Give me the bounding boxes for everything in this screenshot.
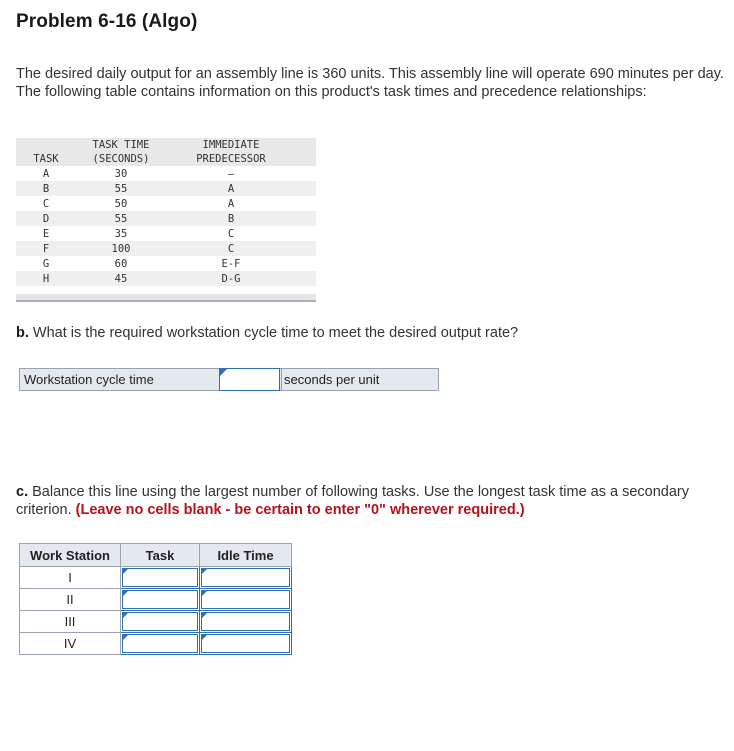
input-marker-icon (122, 568, 129, 575)
idle-time-input[interactable] (200, 611, 292, 633)
table-row: D 55 B (16, 211, 316, 226)
table-row (20, 633, 292, 655)
table-row: A 30 – (42, 167, 235, 180)
header-idle-time: Idle Time (200, 544, 292, 567)
table-row (20, 589, 292, 611)
idle-time-input[interactable] (200, 589, 292, 611)
work-station-table (19, 543, 292, 655)
question-c: c. Balance this line using the largest number of following tasks. Use the longest task time as a secondary criterion. (Leave no cells blank - be certain to enter "0" wherever required.) (16, 484, 690, 518)
idle-time-input[interactable] (200, 567, 292, 589)
input-marker-icon (220, 369, 227, 376)
header-task: Task (121, 544, 200, 567)
table-row (20, 567, 292, 589)
question-b: b. What is the required workstation cycle time to meet the desired output rate? (16, 325, 519, 341)
cycle-time-unit: seconds per unit (284, 372, 380, 387)
input-marker-icon (122, 590, 129, 597)
input-marker-icon (201, 634, 208, 641)
table-row (20, 611, 292, 633)
cycle-time-input[interactable] (219, 368, 280, 391)
table-bottom-rule (16, 294, 316, 302)
input-marker-icon (122, 612, 129, 619)
task-input[interactable] (121, 589, 200, 611)
header-predecessor: IMMEDIATE PREDECESSOR (166, 138, 296, 166)
task-table-header (16, 138, 316, 166)
task-table (16, 138, 316, 286)
task-input[interactable] (121, 567, 200, 589)
station-label: III (20, 611, 121, 633)
header-task-time: TASK TIME (SECONDS) (76, 138, 166, 166)
task-input[interactable] (121, 633, 200, 655)
problem-intro: The desired daily output for an assembly line is 360 units. This assembly line will operate 690 minutes per day. The following table contains information on this product's task times and precedence relationships: (16, 66, 724, 100)
cycle-time-label: Workstation cycle time (24, 372, 154, 387)
table-row: B 55 A (16, 181, 316, 196)
table-row: C 50 A (42, 197, 235, 210)
table-row: E 35 C (42, 227, 235, 240)
header-task: TASK (16, 138, 76, 166)
station-label: I (20, 567, 121, 589)
input-marker-icon (201, 590, 208, 597)
station-label: II (20, 589, 121, 611)
idle-time-input[interactable] (200, 633, 292, 655)
table-row: F 100 C (16, 241, 316, 256)
table-row: G 60 E-F (42, 257, 241, 270)
cycle-time-answer-row (19, 368, 439, 391)
input-marker-icon (122, 634, 129, 641)
page-title: Problem 6-16 (Algo) (16, 11, 198, 32)
station-label: IV (20, 633, 121, 655)
instruction-note: (Leave no cells blank - be certain to enter "0" wherever required.) (75, 502, 525, 518)
header-work-station: Work Station (20, 544, 121, 567)
task-input[interactable] (121, 611, 200, 633)
input-marker-icon (201, 568, 208, 575)
input-marker-icon (201, 612, 208, 619)
table-row: H 45 D-G (16, 271, 316, 286)
